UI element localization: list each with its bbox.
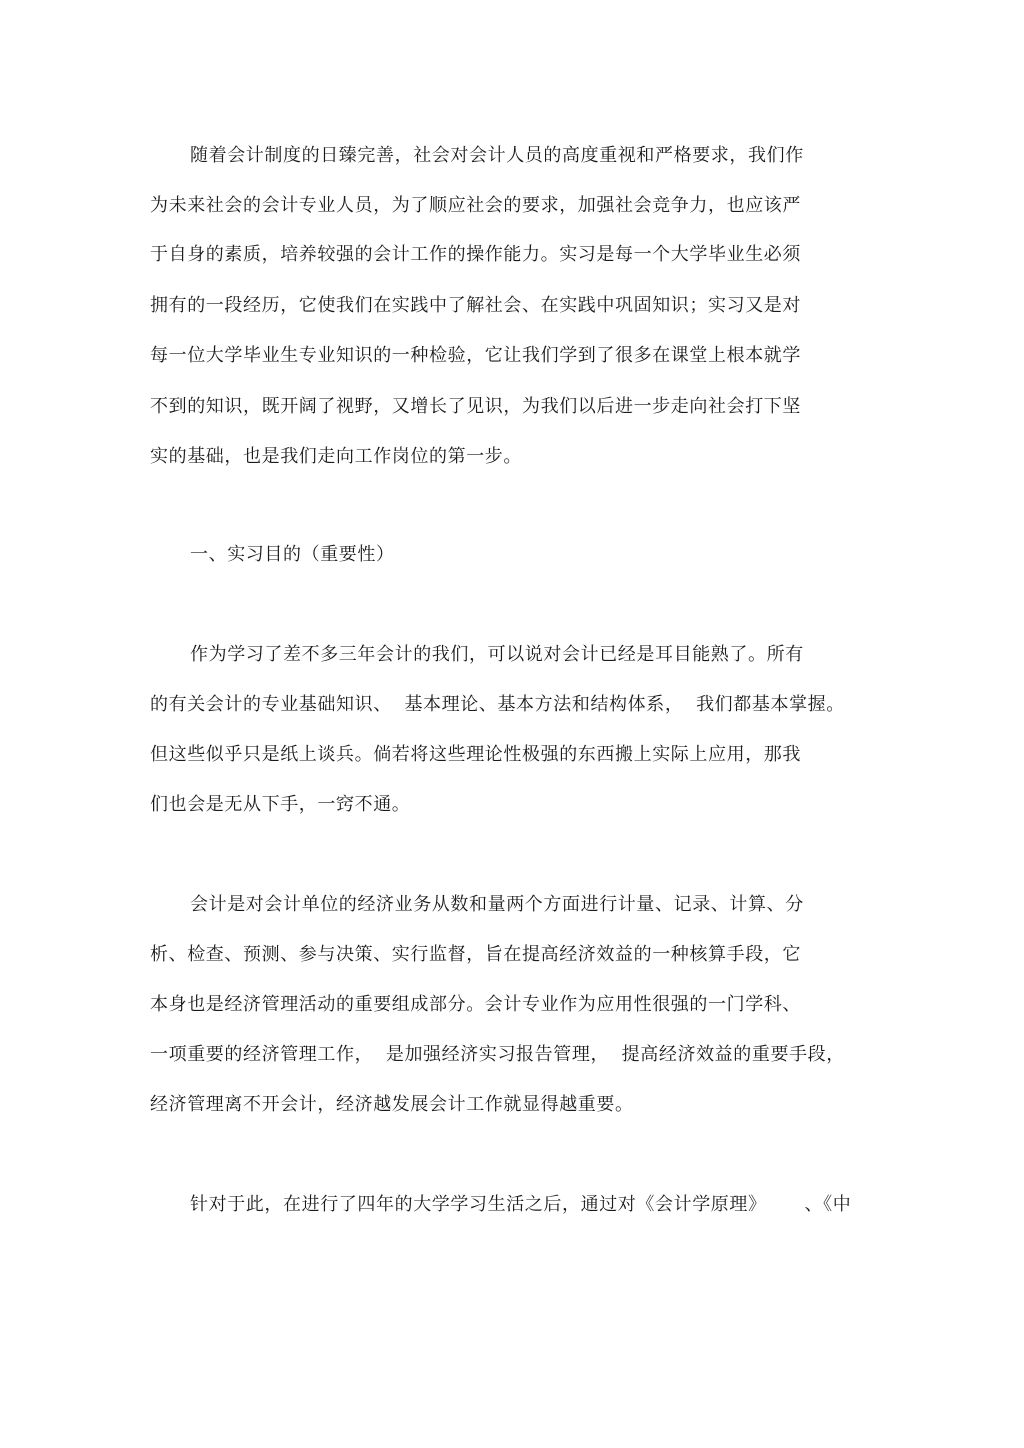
paragraph-line: 随着会计制度的日臻完善，社会对会计人员的高度重视和严格要求，我们作 (190, 145, 804, 166)
paragraph-line: 析、检查、预测、参与决策、实行监督，旨在提高经济效益的一种核算手段，它 (150, 944, 801, 965)
paragraph-line: 们也会是无从下手，一窍不通。 (150, 794, 411, 815)
paragraph-line: 不到的知识，既开阔了视野，又增长了见识，为我们以后进一步走向社会打下坚 (150, 396, 801, 417)
paragraph-line: 每一位大学毕业生专业知识的一种检验，它让我们学到了很多在课堂上根本就学 (150, 345, 801, 366)
paragraph-line: 针对于此，在进行了四年的大学学习生活之后，通过对《会计学原理》 、《中 (190, 1194, 852, 1215)
paragraph-line: 一项重要的经济管理工作， 是加强经济实习报告管理， 提高经济效益的重要手段， (150, 1044, 845, 1065)
paragraph-line: 本身也是经济管理活动的重要组成部分。会计专业作为应用性很强的一门学科、 (150, 994, 801, 1015)
paragraph-line: 实的基础，也是我们走向工作岗位的第一步。 (150, 446, 522, 467)
paragraph-line: 于自身的素质，培养较强的会计工作的操作能力。实习是每一个大学毕业生必须 (150, 244, 801, 265)
paragraph-line: 拥有的一段经历，它使我们在实践中了解社会、在实践中巩固知识；实习又是对 (150, 295, 801, 316)
paragraph-line: 的有关会计的专业基础知识、 基本理论、基本方法和结构体系， 我们都基本掌握。 (150, 694, 845, 715)
paragraph-line: 经济管理离不开会计，经济越发展会计工作就显得越重要。 (150, 1094, 634, 1115)
paragraph-line: 但这些似乎只是纸上谈兵。倘若将这些理论性极强的东西搬上实际上应用，那我 (150, 744, 801, 765)
paragraph-line: 为未来社会的会计专业人员，为了顺应社会的要求，加强社会竞争力，也应该严 (150, 195, 801, 216)
paragraph-line: 作为学习了差不多三年会计的我们，可以说对会计已经是耳目能熟了。所有 (190, 644, 804, 665)
section-heading: 一、实习目的（重要性） (190, 544, 395, 565)
paragraph-line: 会计是对会计单位的经济业务从数和量两个方面进行计量、记录、计算、分 (190, 894, 804, 915)
